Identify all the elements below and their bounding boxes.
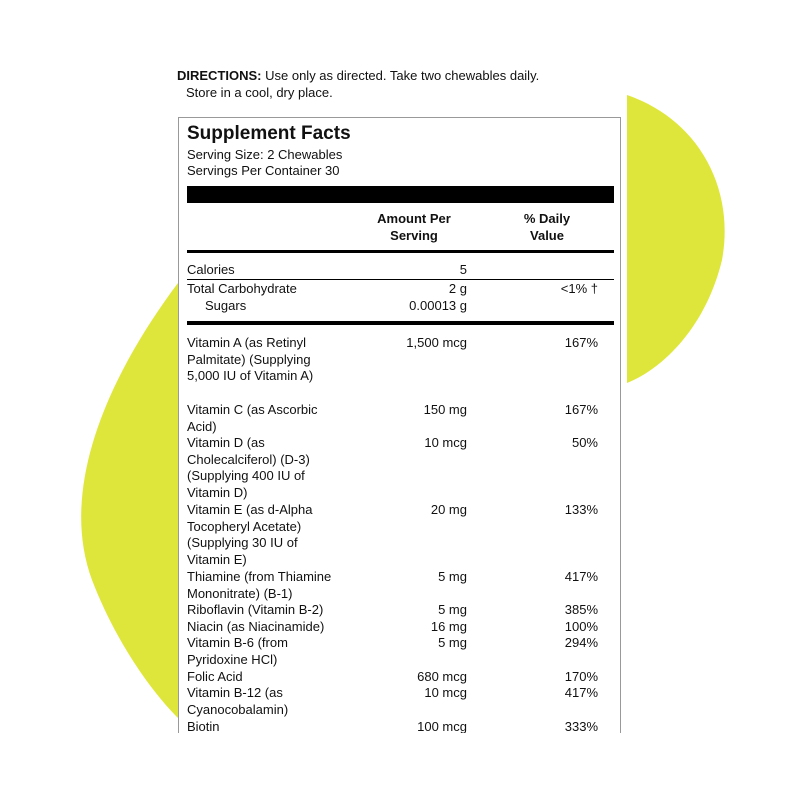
- row-amount: 5: [459, 262, 467, 277]
- row-amount: 100 mcg: [417, 719, 467, 733]
- supplement-facts-panel: [178, 117, 621, 733]
- header-daily-value: [497, 210, 597, 244]
- row-dv: 133%: [564, 502, 598, 517]
- directions-text: [177, 67, 617, 101]
- row-name: Niacin (as Niacinamide): [187, 619, 325, 634]
- row-amount: 150 mg: [423, 402, 467, 417]
- row-name: Vitamin D (as Cholecalciferol) (D-3) (Supplying 400 IU of Vitamin D): [187, 435, 310, 500]
- row-name: Vitamin B-6 (from Pyridoxine HCl): [187, 635, 288, 667]
- row-amount: 680 mcg: [417, 669, 467, 684]
- row-dv: <1% †: [560, 281, 598, 296]
- thin-divider: [187, 279, 614, 280]
- header-divider: [187, 250, 614, 253]
- header-amount-2: Serving: [390, 228, 438, 243]
- serving-size: Serving Size: 2 Chewables: [187, 147, 343, 162]
- servings-per-container: Servings Per Container 30: [187, 163, 340, 178]
- row-amount: 2 g: [448, 281, 467, 296]
- row-dv: 417%: [564, 685, 598, 700]
- row-dv: 167%: [564, 402, 598, 417]
- row-amount: 1,500 mcg: [406, 335, 467, 350]
- row-name: Total Carbohydrate: [187, 281, 297, 296]
- row-dv: 167%: [564, 335, 598, 350]
- row-name: Vitamin A (as Retinyl Palmitate) (Supplying 5,000 IU of Vitamin A): [187, 335, 314, 384]
- row-amount: 10 mcg: [424, 435, 467, 450]
- section-divider: [187, 321, 614, 325]
- row-amount: 16 mg: [430, 619, 467, 634]
- row-name: Folic Acid: [187, 669, 243, 684]
- row-amount: 20 mg: [430, 502, 467, 517]
- row-dv: 333%: [564, 719, 598, 733]
- panel-title: Supplement Facts: [187, 123, 351, 144]
- row-amount: 5 mg: [438, 602, 467, 617]
- thick-divider: [187, 186, 614, 203]
- row-amount: 5 mg: [438, 569, 467, 584]
- row-dv: 417%: [564, 569, 598, 584]
- row-dv: 385%: [564, 602, 598, 617]
- header-dv-1: % Daily: [523, 211, 571, 226]
- row-name: Vitamin E (as d-Alpha Tocopheryl Acetate) (Supplying 30 IU of Vitamin E): [187, 502, 313, 567]
- row-dv: 294%: [564, 635, 598, 650]
- row-name: Riboflavin (Vitamin B-2): [187, 602, 324, 617]
- directions-body: Use only as directed. Take two chewables daily.: [261, 68, 540, 83]
- row-dv: 50%: [571, 435, 598, 450]
- row-amount: 5 mg: [438, 635, 467, 650]
- row-name: Sugars: [205, 298, 247, 313]
- row-name: Thiamine (from Thiamine Mononitrate) (B-1): [187, 569, 332, 601]
- row-name: Vitamin B-12 (as Cyanocobalamin): [187, 685, 289, 717]
- row-dv: 170%: [564, 669, 598, 684]
- row-amount: 10 mcg: [424, 685, 467, 700]
- header-amount-1: Amount Per: [377, 211, 451, 226]
- header-dv-2: Value: [530, 228, 564, 243]
- row-dv: 100%: [564, 619, 598, 634]
- row-name: Vitamin C (as Ascorbic Acid): [187, 402, 318, 434]
- row-name: Calories: [187, 262, 235, 277]
- row-name: Biotin: [187, 719, 220, 733]
- directions-label: DIRECTIONS:: [177, 68, 262, 83]
- row-amount: 0.00013 g: [409, 298, 467, 313]
- header-amount: [364, 210, 464, 244]
- directions-storage: Store in a cool, dry place.: [186, 85, 333, 100]
